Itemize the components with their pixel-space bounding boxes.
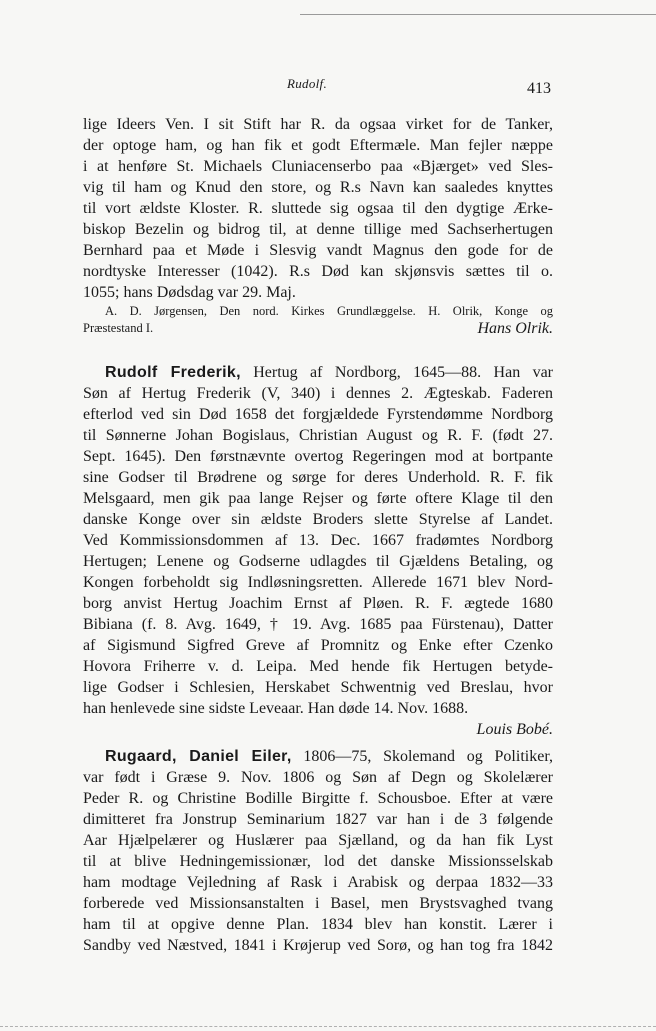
text-line: lige Ideers Ven. I sit Stift har R. da ogsaa virket for de Tanker, <box>83 116 553 133</box>
text-line: til Sønnerne Johan Bogislaus, Christian August og R. F. (født 27. <box>83 427 553 444</box>
text-line: til vort ældste Kloster. R. sluttede sig ogsaa til den dygtige Ærke- <box>83 200 553 217</box>
text-line: Kongen forbeholdt sig Indløsningsretten. Allerede 1671 blev Nord- <box>83 574 553 591</box>
page-body <box>83 114 553 956</box>
source-line: A. D. Jørgensen, Den nord. Kirkes Grundlæggelse. H. Olrik, Konge og <box>105 304 553 318</box>
page-number: 413 <box>527 80 551 97</box>
text-line: der optoge ham, og han fik et godt Eftermæle. Man fejler næppe <box>83 137 553 154</box>
text-line: Sandby ved Næstved, 1841 i Krøjerup ved Sorø, og han tog fra 1842 <box>83 937 553 954</box>
text-line: ham modtage Vejledning af Rask i Arabisk og derpaa 1832—33 <box>83 874 553 891</box>
top-rule <box>300 14 656 15</box>
author-signature: Hans Olrik. <box>477 320 553 337</box>
text-line: Sept. 1645). Den førstnævnte overtog Regeringen mod at bortpante <box>83 448 553 465</box>
text-line: dimitteret fra Jonstrup Seminarium 1827 var han i de 3 følgende <box>83 811 553 828</box>
author-signature: Louis Bobé. <box>476 721 553 738</box>
text-line: vig til ham og Knud den store, og R.s Navn kan saaledes knyttes <box>83 179 553 196</box>
text-line: Hertugen; Lenene og Godserne udlagdes til Gjældens Betaling, og <box>83 553 553 570</box>
text-line: Søn af Hertug Frederik (V, 340) i dennes 2. Ægteskab. Faderen <box>83 385 553 402</box>
text-line: til at blive Hedningemissionær, lod det danske Missionsselskab <box>83 853 553 870</box>
entry-headword: Rugaard, Daniel Eiler, <box>105 748 292 765</box>
text-line: i at henføre St. Michaels Cluniacenserbo paa «Bjærget» ved Sles- <box>83 158 553 175</box>
text-line: ham til at opgive denne Plan. 1834 blev han konstit. Lærer i <box>83 916 553 933</box>
text-span: 1806—75, Skolemand og Politiker, <box>303 748 554 765</box>
entry-rugaard <box>83 746 553 956</box>
text-line: biskop Bezelin og bidrog til, at denne tillige med Sachserhertugen <box>83 221 553 238</box>
text-line: Peder R. og Christine Bodille Birgitte f. Schousboe. Efter at være <box>83 790 553 807</box>
text-line: sine Godser til Brødrene og sørge for deres Underhold. R. F. fik <box>83 469 553 486</box>
text-line: danske Konge over sin ældste Broders slette Styrelse af Landet. <box>83 511 553 528</box>
bottom-rule <box>0 1026 656 1027</box>
text-line: af Sigismund Sigfred Greve af Promnitz og Enke efter Czenko <box>83 637 553 654</box>
text-line: Bernhard paa et Møde i Slesvig vandt Magnus den gode for de <box>83 242 553 259</box>
text-line: 1055; hans Dødsdag var 29. Maj. <box>83 284 296 301</box>
page-header <box>0 76 656 100</box>
text-line: var født i Græse 9. Nov. 1806 og Søn af Degn og Skolelærer <box>83 769 553 786</box>
entry-rudolf-frederik <box>83 362 553 740</box>
entry-first-line <box>83 362 553 383</box>
text-line: lige Godser i Schlesien, Herskabet Schwentnig ved Breslau, hvor <box>83 679 553 696</box>
source-references <box>83 303 553 337</box>
text-line: han henlevede sine sidste Leveaar. Han døde 14. Nov. 1688. <box>83 700 469 717</box>
text-line: efterlod ved sin Død 1658 det forgjældede Fyrstendømme Nordborg <box>83 406 553 423</box>
text-span: Hertug af Nordborg, 1645—88. Han var <box>253 364 554 381</box>
source-line: Præstestand I. <box>83 321 154 335</box>
entry-headword: Rudolf Frederik, <box>105 364 241 381</box>
text-line: Hovora Friherre v. d. Leipa. Med hende fik Hertugen betydе- <box>83 658 553 675</box>
text-line: Ved Kommissionsdommen af 13. Dec. 1667 fradømtes Nordborg <box>83 532 553 549</box>
text-line: borg anvist Hertug Joachim Ernst af Pløen. R. F. ægtede 1680 <box>83 595 553 612</box>
text-line: nordtyske Interesser (1042). R.s Død kan skjønsvis sættes til o. <box>83 263 553 280</box>
running-head: Rudolf. <box>287 76 328 91</box>
text-line: forberede ved Missionsanstalten i Basel, men Brystsvaghed tvang <box>83 895 553 912</box>
entry-first-line <box>83 746 553 767</box>
text-line: Bibiana (f. 8. Avg. 1649, † 19. Avg. 1685 paa Fürstenau), Datter <box>83 616 553 633</box>
entry-rudolf-continuation <box>83 114 553 337</box>
text-line: Aar Hjælpelærer og Huslærer paa Sjælland, og da han fik Lyst <box>83 832 553 849</box>
text-line: Melsgaard, men gik paa lange Rejser og førte oftere Klage til den <box>83 490 553 507</box>
